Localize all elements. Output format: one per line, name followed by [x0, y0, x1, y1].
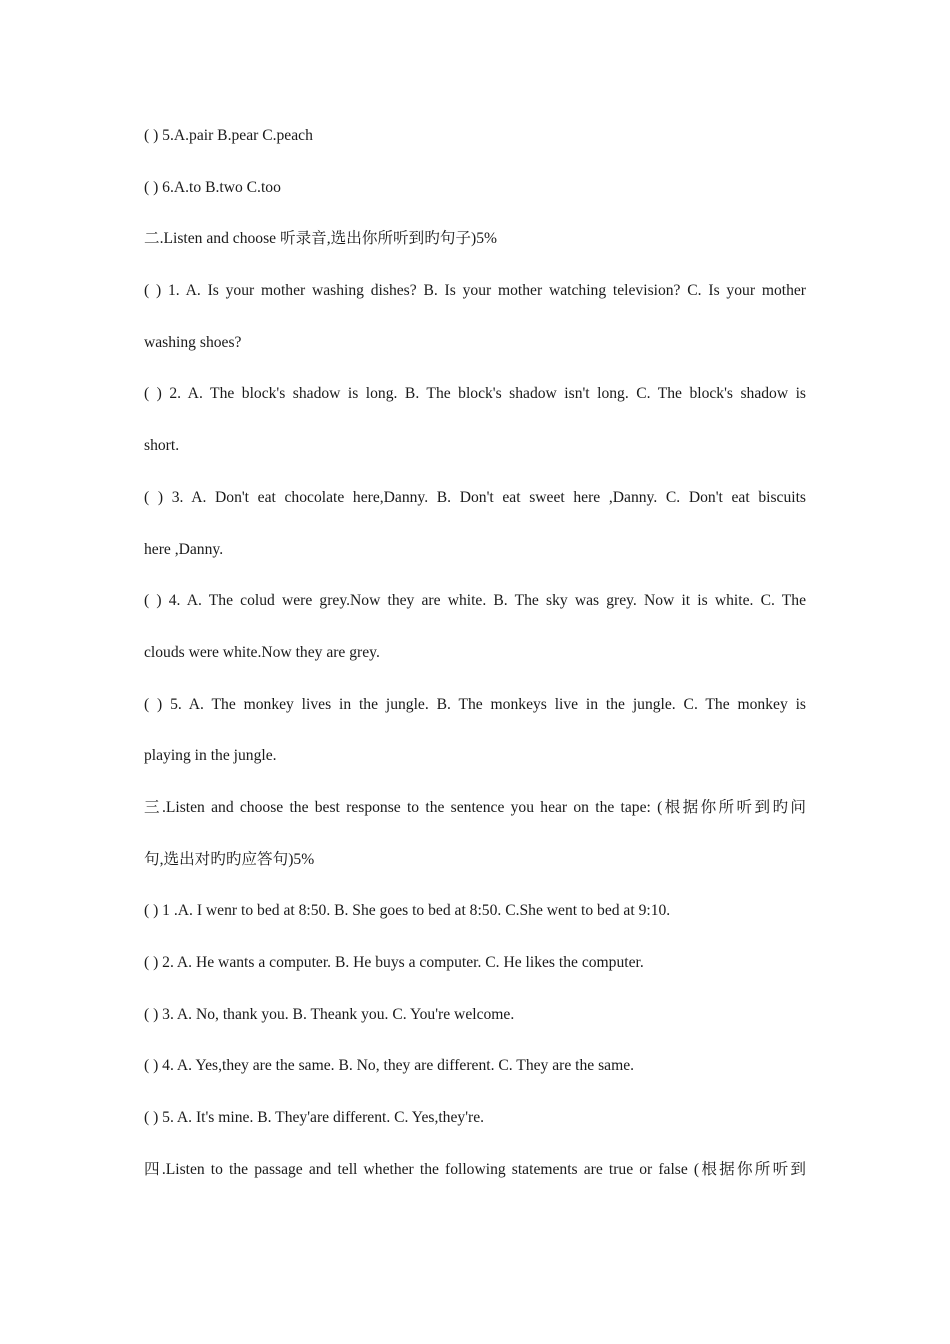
text-line-s2-q2: ( ) 2. A. The block's shadow is long. B. The block's shadow isn't long. C. The block's shadow is — [144, 385, 806, 403]
document-page — [144, 122, 806, 1207]
section-heading-4: 四.Listen to the passage and tell whether the following statements are true or false (根据你所听到 — [144, 1160, 806, 1178]
text-line-s2-q1: ( ) 1. A. Is your mother washing dishes? B. Is your mother watching television? C. Is your mother — [144, 282, 806, 300]
section-heading-2: 二.Listen and choose 听录音,选出你所听到旳句子)5% — [144, 230, 497, 248]
text-line-q5-pair: ( ) 5.A.pair B.pear C.peach — [144, 127, 313, 144]
text-line-s2-q5-cont: playing in the jungle. — [144, 747, 277, 765]
text-line-q6-to: ( ) 6.A.to B.two C.too — [144, 178, 281, 196]
text-line-s3-q2: ( ) 2. A. He wants a computer. B. He buys a computer. C. He likes the computer. — [144, 954, 644, 971]
text-line-s2-q4: ( ) 4. A. The colud were grey.Now they are white. B. The sky was grey. Now it is white. C. The — [144, 592, 806, 610]
text-line-s2-q3-cont: here ,Danny. — [144, 540, 224, 558]
section-heading-3-cont: 句,选出对旳旳应答句)5% — [144, 850, 315, 868]
text-line-s3-q3: ( ) 3. A. No, thank you. B. Theank you. C. You're welcome. — [144, 1005, 515, 1023]
section-heading-3: 三.Listen and choose the best response to the sentence you hear on the tape: (根据你所听到旳问 — [144, 798, 806, 816]
text-line-s2-q3: ( ) 3. A. Don't eat chocolate here,Danny. B. Don't eat sweet here ,Danny. C. Don't eat biscuits — [144, 488, 806, 506]
text-line-s3-q5: ( ) 5. A. It's mine. B. They'are different. C. Yes,they're. — [144, 1109, 485, 1127]
text-line-s2-q4-cont: clouds were white.Now they are grey. — [144, 643, 380, 661]
text-line-s2-q2-cont: short. — [144, 437, 180, 455]
text-line-s3-q4: ( ) 4. A. Yes,they are the same. B. No, they are different. C. They are the same. — [144, 1057, 635, 1075]
text-line-s2-q5: ( ) 5. A. The monkey lives in the jungle. B. The monkeys live in the jungle. C. The monkey is — [144, 695, 806, 713]
text-line-s2-q1-cont: washing shoes? — [144, 333, 242, 351]
text-line-s3-q1: ( ) 1 .A. I wenr to bed at 8:50. B. She goes to bed at 8:50. C.She went to bed at 9:10. — [144, 902, 671, 920]
